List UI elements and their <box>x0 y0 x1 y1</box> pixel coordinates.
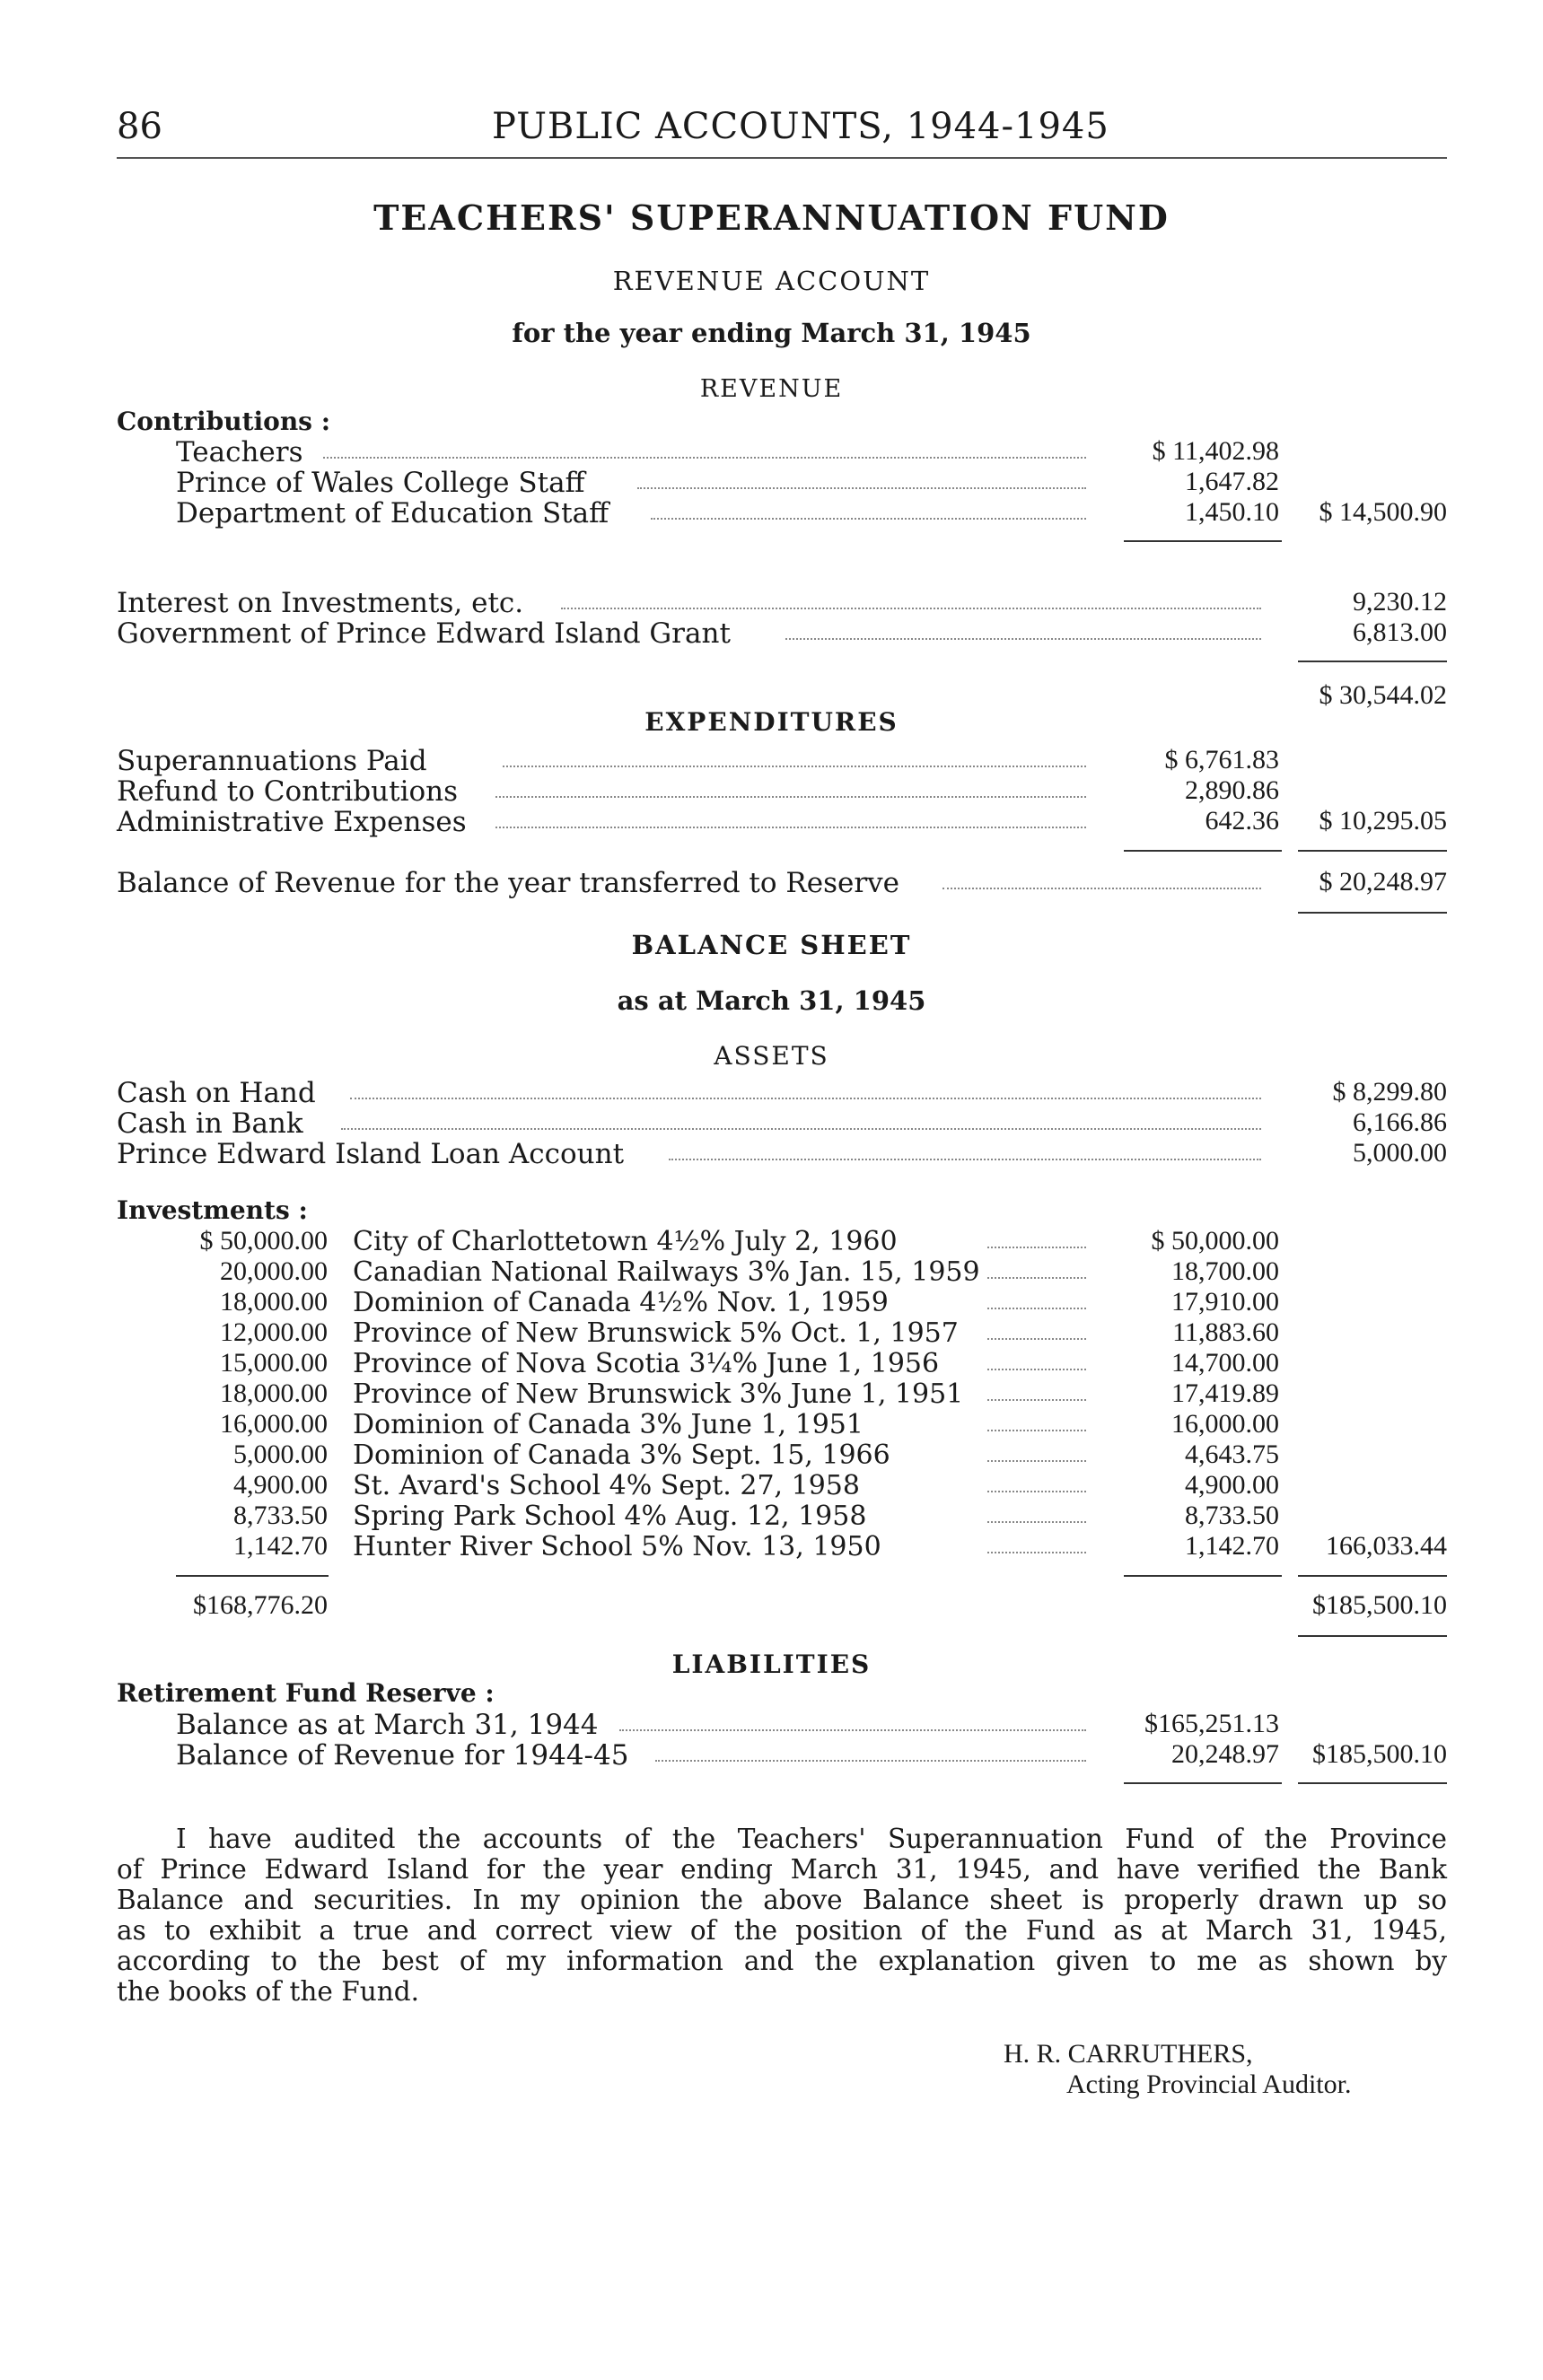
revenue-line-label: Government of Prince Edward Island Grant <box>117 617 731 650</box>
total-rule <box>1124 1782 1282 1784</box>
leader-dots <box>987 1304 1086 1309</box>
running-title: PUBLIC ACCOUNTS, 1944-1945 <box>492 106 1109 147</box>
leader-dots <box>987 1243 1086 1248</box>
leader-dots <box>987 1487 1086 1492</box>
investment-description: Province of Nova Scotia 3¼% June 1, 1956 <box>353 1348 940 1379</box>
reserve-line-amount: $165,251.13 <box>1144 1709 1279 1738</box>
cash-amount: 5,000.00 <box>1353 1138 1447 1168</box>
contributions-total: $ 14,500.90 <box>1319 497 1447 527</box>
contribution-amount: $ 11,402.98 <box>1152 436 1279 466</box>
total-rule <box>1298 912 1447 914</box>
investment-description: Dominion of Canada 3% June 1, 1951 <box>353 1409 864 1440</box>
balance-label: Balance of Revenue for the year transferred to Reserve <box>117 867 900 899</box>
subtotal-rule <box>1298 1575 1447 1577</box>
investment-description: Dominion of Canada 3% Sept. 15, 1966 <box>353 1439 890 1471</box>
cash-label: Cash in Bank <box>117 1107 303 1140</box>
investment-description: Spring Park School 4% Aug. 12, 1958 <box>353 1501 867 1532</box>
investment-par: 18,000.00 <box>220 1287 328 1317</box>
expenditures-heading: EXPENDITURES <box>644 707 899 737</box>
revenue-line-label: Interest on Investments, etc. <box>117 587 524 619</box>
revenue-account-title: REVENUE ACCOUNT <box>612 266 931 296</box>
leader-dots <box>987 1457 1086 1462</box>
leader-dots <box>651 514 1086 520</box>
leader-dots <box>495 792 1086 798</box>
audit-line: I have audited the accounts of the Teachers' Superannuation Fund of the Province <box>176 1824 1447 1854</box>
investment-description: Canadian National Railways 3% Jan. 15, 1959 <box>353 1256 980 1288</box>
investment-par: 18,000.00 <box>220 1378 328 1408</box>
expenditure-label: Superannuations Paid <box>117 745 427 777</box>
leader-dots <box>655 1756 1086 1762</box>
audit-line: the books of the Fund. <box>117 1976 419 2007</box>
leader-dots <box>987 1518 1086 1523</box>
liabilities-total: $185,500.10 <box>1312 1739 1447 1769</box>
expenditure-amount: 642.36 <box>1205 806 1279 836</box>
investment-value: 4,643.75 <box>1185 1439 1279 1469</box>
leader-dots <box>637 484 1086 489</box>
investment-description: Province of New Brunswick 5% Oct. 1, 1957 <box>353 1317 959 1349</box>
par-total: $168,776.20 <box>193 1590 328 1620</box>
audit-line: according to the best of my information and the explanation given to me as shown by <box>117 1946 1447 1976</box>
reserve-line-label: Balance of Revenue for 1944-45 <box>176 1739 629 1772</box>
expenditure-label: Refund to Contributions <box>117 775 459 808</box>
investment-description: Hunter River School 5% Nov. 13, 1950 <box>353 1531 881 1562</box>
investment-value: 18,700.00 <box>1171 1256 1279 1286</box>
header-rule <box>117 157 1447 159</box>
subtotal-rule <box>1124 1575 1282 1577</box>
investment-par: 16,000.00 <box>220 1409 328 1439</box>
leader-dots <box>341 1124 1261 1130</box>
leader-dots <box>987 1396 1086 1401</box>
leader-dots <box>987 1365 1086 1370</box>
contribution-amount: 1,647.82 <box>1185 467 1279 496</box>
expenditure-amount: 2,890.86 <box>1185 775 1279 805</box>
expenditure-label: Administrative Expenses <box>117 806 467 838</box>
leader-dots <box>495 823 1086 828</box>
leader-dots <box>503 762 1086 767</box>
audit-line: as to exhibit a true and correct view of the position of the Fund as at March 31, 1945, <box>117 1915 1447 1946</box>
revenue-account-period: for the year ending March 31, 1945 <box>512 318 1031 348</box>
cash-label: Prince Edward Island Loan Account <box>117 1138 625 1170</box>
investment-description: St. Avard's School 4% Sept. 27, 1958 <box>353 1470 860 1501</box>
leader-dots <box>987 1273 1086 1279</box>
assets-total: $185,500.10 <box>1312 1590 1447 1620</box>
page-number: 86 <box>117 106 162 147</box>
investment-description: Province of New Brunswick 3% June 1, 1951 <box>353 1378 964 1410</box>
reserve-line-label: Balance as at March 31, 1944 <box>176 1709 599 1741</box>
leader-dots <box>987 1548 1086 1553</box>
total-rule <box>1298 1635 1447 1637</box>
signature-name: H. R. CARRUTHERS, <box>1004 2039 1253 2069</box>
investment-value: 8,733.50 <box>1185 1501 1279 1530</box>
fund-title: TEACHERS' SUPERANNUATION FUND <box>373 197 1170 238</box>
leader-dots <box>942 884 1261 889</box>
subtotal-rule <box>176 1575 329 1577</box>
subtotal-rule <box>1298 850 1447 852</box>
expenditures-total: $ 10,295.05 <box>1319 806 1447 836</box>
reserve-line-amount: 20,248.97 <box>1171 1739 1279 1769</box>
expenditure-amount: $ 6,761.83 <box>1164 745 1279 774</box>
investment-par: 5,000.00 <box>233 1439 328 1469</box>
investment-par: 15,000.00 <box>220 1348 328 1378</box>
investment-value: 4,900.00 <box>1185 1470 1279 1500</box>
reserve-label: Retirement Fund Reserve : <box>117 1678 495 1708</box>
audit-line: Balance and securities. In my opinion the above Balance sheet is properly drawn up so <box>117 1885 1447 1915</box>
balance-total: $ 20,248.97 <box>1319 867 1447 897</box>
balance-sheet-title: BALANCE SHEET <box>631 930 912 960</box>
leader-dots <box>350 1094 1261 1099</box>
leader-dots <box>785 634 1261 640</box>
contribution-label: Teachers <box>176 436 303 468</box>
revenue-heading: REVENUE <box>699 375 844 403</box>
subtotal-rule <box>1298 661 1447 662</box>
cash-label: Cash on Hand <box>117 1077 316 1109</box>
leader-dots <box>987 1426 1086 1431</box>
investment-value: 16,000.00 <box>1171 1409 1279 1439</box>
balance-sheet-date: as at March 31, 1945 <box>617 985 926 1016</box>
investment-description: Dominion of Canada 4½% Nov. 1, 1959 <box>353 1287 889 1318</box>
contribution-label: Department of Education Staff <box>176 497 609 529</box>
subtotal-rule <box>1124 540 1282 542</box>
contributions-label: Contributions : <box>117 407 331 436</box>
investment-par: 8,733.50 <box>233 1501 328 1530</box>
investment-par: 1,142.70 <box>233 1531 328 1561</box>
assets-heading: ASSETS <box>714 1041 829 1071</box>
investment-par: $ 50,000.00 <box>199 1226 328 1256</box>
investment-value: 17,910.00 <box>1171 1287 1279 1317</box>
contribution-amount: 1,450.10 <box>1185 497 1279 527</box>
contribution-label: Prince of Wales College Staff <box>176 467 585 499</box>
signature-title: Acting Provincial Auditor. <box>1066 2069 1352 2099</box>
investment-value: 14,700.00 <box>1171 1348 1279 1378</box>
investment-value: 11,883.60 <box>1172 1317 1279 1347</box>
investment-par: 12,000.00 <box>220 1317 328 1347</box>
investment-value: 1,142.70 <box>1185 1531 1279 1561</box>
total-rule <box>1298 1782 1447 1784</box>
investment-description: City of Charlottetown 4½% July 2, 1960 <box>353 1226 898 1257</box>
leader-dots <box>669 1155 1261 1160</box>
cash-amount: $ 8,299.80 <box>1332 1077 1447 1107</box>
liabilities-heading: LIABILITIES <box>671 1649 872 1679</box>
leader-dots <box>987 1334 1086 1340</box>
investment-value: $ 50,000.00 <box>1151 1226 1279 1256</box>
investment-par: 4,900.00 <box>233 1470 328 1500</box>
investments-total: 166,033.44 <box>1326 1531 1447 1561</box>
leader-dots <box>323 453 1086 459</box>
audit-line: of Prince Edward Island for the year ending March 31, 1945, and have verified the Bank <box>117 1854 1447 1885</box>
investments-label: Investments : <box>117 1195 308 1225</box>
investment-value: 17,419.89 <box>1171 1378 1279 1408</box>
revenue-total: $ 30,544.02 <box>1319 680 1447 710</box>
leader-dots <box>561 604 1261 609</box>
investment-par: 20,000.00 <box>220 1256 328 1286</box>
cash-amount: 6,166.86 <box>1353 1107 1447 1137</box>
leader-dots <box>619 1726 1086 1731</box>
revenue-line-amount: 6,813.00 <box>1353 617 1447 647</box>
revenue-line-amount: 9,230.12 <box>1353 587 1447 617</box>
subtotal-rule <box>1124 850 1282 852</box>
